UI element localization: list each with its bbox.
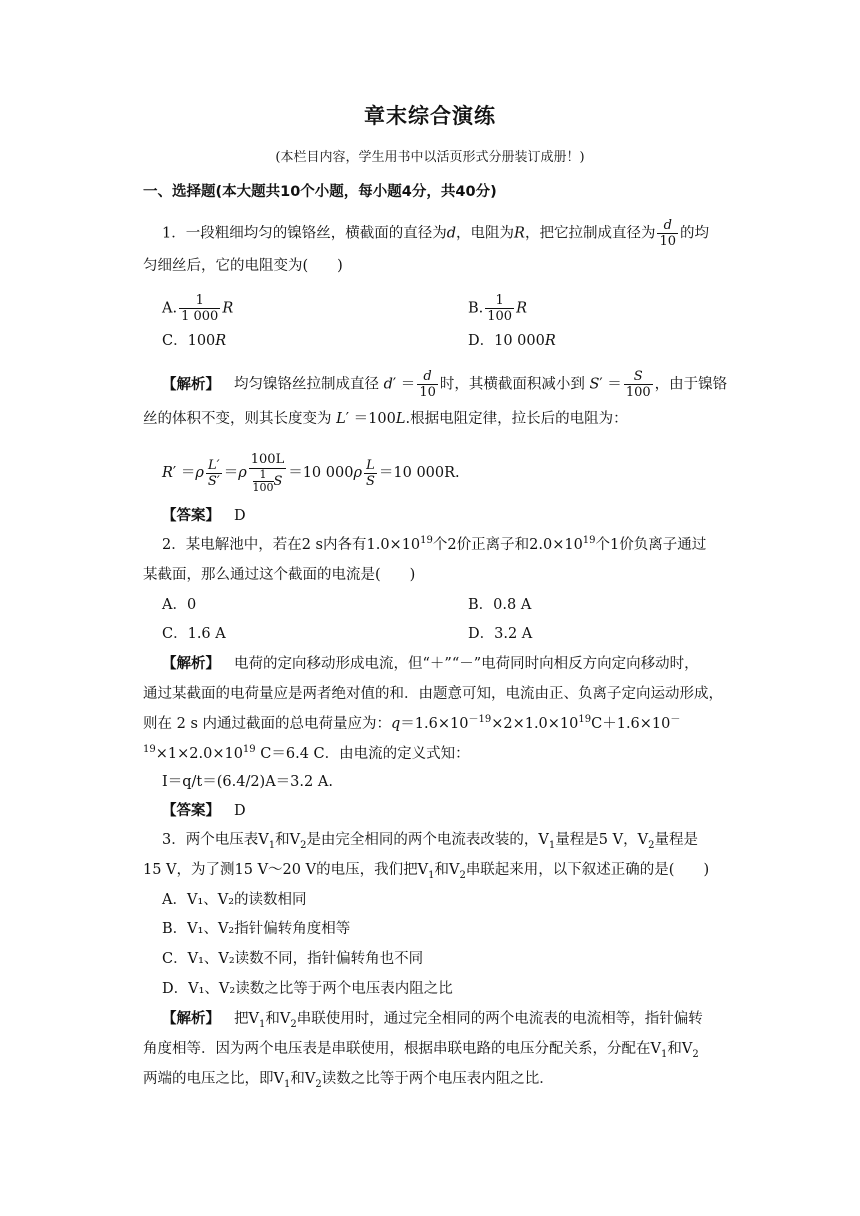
q1-stem-line2: 匀细丝后，它的电阻变为( ) (143, 258, 343, 274)
analysis-tag: 【解析】 (162, 376, 220, 393)
q1-analysis-line2: 丝的体积不变，则其长度变为 L′ ＝100L.根据电阻定律，拉长后的电阻为： (143, 411, 628, 427)
q2-analysis-line5: I＝q/t＝(6.4/2)A＝3.2 A. (162, 774, 333, 790)
q1-analysis-formula: R′ ＝ρ $\frac{L'}{S'}$ ＝ρ 100L $\frac{1}{100}$ S ＝10 000ρ $\frac{L}{S}$ ＝10 000R. (162, 452, 460, 494)
q3-option-b[interactable]: B．V₁、V₂指针偏转角度相等 (162, 921, 351, 937)
q3-stem-line2: 15 V，为了测15 V～20 V的电压，我们把$V_1$和$V_2$串联起来用，以下叙述正确的是( ) (143, 862, 710, 881)
q1-stem-line1: 1．一段粗细均匀的镍铬丝，横截面的直径为d，电阻为R，把它拉制成直径为 $\frac{d}{10}$ 的均 (162, 218, 709, 249)
q3-analysis-line1: 【解析】 把$V_1$和$V_2$串联使用时，通过完全相同的两个电流表的电流相等，指针偏转 (162, 1011, 703, 1030)
q2-analysis-line2: 通过某截面的电荷量应是两者绝对值的和．由题意可知，电流由正、负离子定向运动形成， (143, 686, 723, 702)
q1-option-c[interactable]: C．100R (162, 333, 227, 349)
q3-stem-line1: 3．两个电压表$V_1$和$V_2$是由完全相同的两个电流表改装的，$V_1$量程是5 V，$V_2$量程是 (162, 832, 698, 851)
q2-stem-line1: 2．某电解池中，若在2 s内各有$1.0\times 10^{19}$个2价正离子和$2.0\times 10^{19}$个1价负离子通过 (162, 535, 707, 553)
q1-option-b[interactable]: B. $\frac{1}{100}$ R (468, 293, 528, 324)
q1-option-a[interactable]: A. $\frac{1}{1 000}$ R (162, 293, 234, 324)
q3-analysis-line2: 角度相等．因为两个电压表是串联使用，根据串联电路的电压分配关系，分配在$V_1$和$V_2$ (143, 1041, 699, 1060)
q2-answer: 【答案】 D (162, 803, 246, 819)
q2-analysis-line3: 则在 2 s 内通过截面的总电荷量应为：$q=1.6\times 10^{-19}\times 2\times 1.0\times 10^{19}C+1.6\times 10^-$ (143, 714, 681, 732)
q2-analysis-line4: $^{19}\times 1\times 2.0\times 10^{19}$ C＝6.4 C．由电流的定义式知： (143, 744, 470, 762)
q3-analysis-line3: 两端的电压之比，即$V_1$和$V_2$读数之比等于两个电压表内阻之比． (143, 1071, 554, 1090)
q1-analysis-line1: 【解析】 均匀镍铬丝拉制成直径 d′ ＝ $\frac{d}{10}$ 时，其横截面积减小到 S′ ＝ $\frac{S}{100}$ ，由于镍铬 (162, 369, 728, 400)
q1-option-d[interactable]: D．10 000R (468, 333, 556, 349)
page-subtitle: (本栏目内容，学生用书中以活页形式分册装订成册！) (275, 150, 585, 165)
section-heading: 一、选择题(本大题共10个小题，每小题4分，共40分) (143, 184, 497, 200)
q3-option-d[interactable]: D．V₁、V₂读数之比等于两个电压表内阻之比 (162, 981, 453, 997)
q2-option-d[interactable]: D．3.2 A (468, 626, 533, 642)
q3-option-c[interactable]: C．V₁、V₂读数不同，指针偏转角也不同 (162, 951, 424, 967)
q1-answer: 【答案】 D (162, 508, 246, 524)
q2-analysis-line1: 【解析】 电荷的定向移动形成电流，但“＋”“－”电荷同时向相反方向定向移动时， (162, 656, 699, 672)
q3-option-a[interactable]: A．V₁、V₂的读数相同 (162, 892, 307, 908)
fraction: $\frac{d}{10}$ (659, 218, 676, 249)
q2-option-b[interactable]: B．0.8 A (468, 597, 532, 613)
page-title: 章末综合演练 (364, 104, 496, 128)
q2-option-a[interactable]: A．0 (162, 597, 197, 613)
q2-stem-line2: 某截面，那么通过这个截面的电流是( ) (143, 567, 416, 583)
q2-option-c[interactable]: C．1.6 A (162, 626, 226, 642)
